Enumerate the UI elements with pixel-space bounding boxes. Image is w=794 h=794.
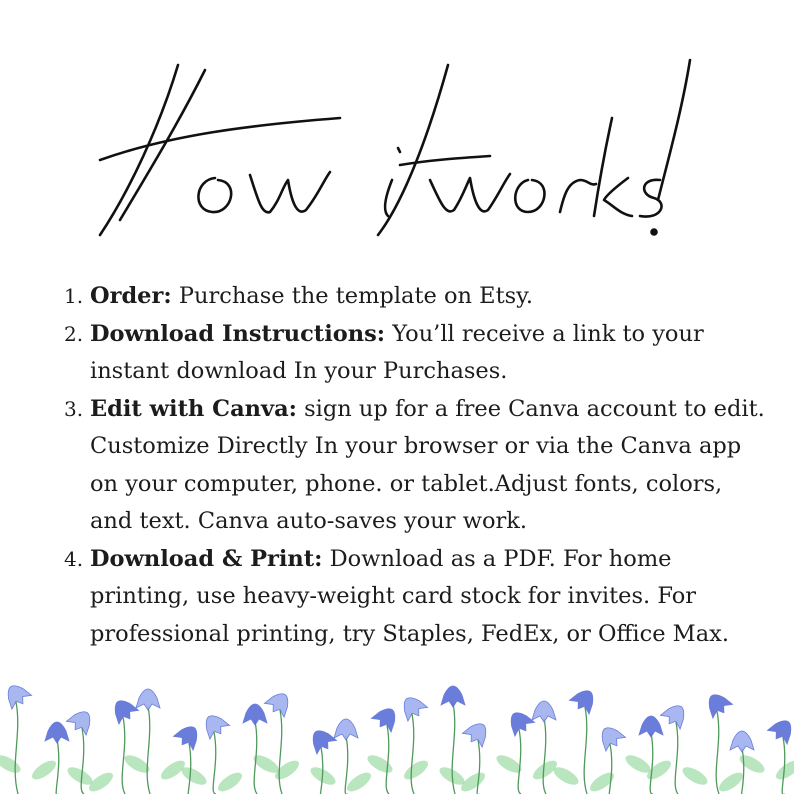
step-text: sign up for a free Canva account to edit. — [304, 395, 765, 422]
bellflower-icon — [639, 716, 663, 737]
bellflower-icon — [45, 722, 69, 743]
step-number: 1. — [64, 284, 84, 308]
stem-icon — [147, 706, 150, 794]
step-text: professional printing, try Staples, FedEx, or Office Max. — [90, 620, 729, 647]
stem-icon — [518, 729, 521, 794]
step-text: on your computer, phone. or tablet.Adjust fonts, colors, — [90, 470, 723, 497]
bellflower-icon — [243, 704, 267, 725]
page-title — [0, 30, 794, 250]
bellflower-icon — [730, 731, 754, 752]
step-line — [90, 541, 764, 579]
handwritten-title-graphic — [0, 30, 794, 250]
step-label: Edit with Canva: — [90, 395, 297, 422]
step-3 — [64, 391, 764, 541]
bellflower-icon — [441, 686, 465, 707]
stem-icon — [477, 740, 480, 794]
leaf-icon — [215, 769, 245, 794]
stem-icon — [609, 744, 612, 794]
step-line — [90, 278, 764, 316]
step-1 — [64, 278, 764, 316]
stem-icon — [675, 722, 678, 794]
stem-icon — [15, 702, 18, 794]
bellflower-icon — [532, 701, 556, 722]
stem-icon — [56, 739, 59, 794]
bellflower-icon — [659, 700, 691, 731]
stem-icon — [411, 714, 414, 794]
step-2 — [64, 316, 764, 391]
leaf-icon — [0, 752, 23, 776]
leaf-icon — [365, 752, 395, 776]
step-label: Download Instructions: — [90, 320, 386, 347]
bellflower-icon — [370, 703, 402, 734]
step-text: Purchase the template on Etsy. — [178, 283, 534, 309]
stem-icon — [650, 733, 653, 794]
bellflower-icon — [263, 688, 295, 719]
step-line — [90, 391, 764, 429]
bellflower-icon — [766, 715, 794, 746]
stem-icon — [122, 717, 125, 794]
bellflower-icon — [65, 706, 97, 737]
bellflower-icon — [136, 689, 160, 710]
step-number: 4. — [64, 546, 84, 571]
steps-list — [64, 278, 764, 653]
stem-icon — [386, 725, 389, 794]
step-number: 3. — [64, 396, 84, 421]
step-text: printing, use heavy-weight card stock for invites. For — [90, 583, 697, 609]
leaf-icon — [401, 757, 431, 783]
stem-icon — [345, 736, 348, 794]
bellflower-icon — [461, 718, 493, 749]
stem-icon — [81, 728, 84, 794]
step-text: instant download In your Purchases. — [90, 358, 508, 384]
stem-icon — [543, 718, 546, 794]
stem-icon — [279, 710, 282, 794]
bellflower-illustration — [0, 672, 794, 794]
bellflower-border — [0, 672, 794, 794]
stem-icon — [213, 732, 216, 794]
step-label: Order: — [90, 283, 172, 309]
leaf-icon — [737, 752, 767, 776]
bellflower-icon — [568, 685, 600, 716]
step-text: You’ll receive a link to your — [392, 320, 704, 347]
stem-icon — [741, 748, 744, 794]
step-line — [90, 316, 764, 354]
step-text: Customize Directly In your browser or via the Canva app — [90, 433, 742, 459]
stem-icon — [716, 711, 719, 794]
leaf-icon — [29, 757, 59, 783]
step-text: and text. Canva auto-saves your work. — [90, 508, 528, 534]
bellflower-icon — [172, 721, 204, 752]
step-number: 2. — [64, 321, 84, 346]
leaf-icon — [680, 764, 710, 788]
step-4 — [64, 541, 764, 654]
step-text: Download as a PDF. For home — [329, 545, 672, 572]
stem-icon — [782, 737, 785, 794]
bellflower-icon — [334, 719, 358, 740]
leaf-icon — [587, 769, 617, 794]
stem-icon — [584, 707, 587, 794]
leaf-icon — [344, 769, 374, 794]
step-label: Download & Print: — [90, 545, 323, 572]
